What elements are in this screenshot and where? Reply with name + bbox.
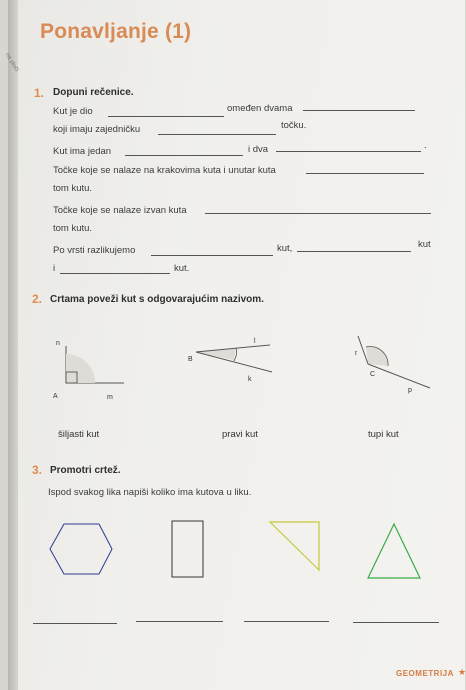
answer-blank[interactable] <box>125 155 243 156</box>
answer-blank[interactable] <box>108 116 224 117</box>
label-p: p <box>408 387 412 394</box>
task1-heading: Dopuni rečenice. <box>53 87 134 98</box>
task3-instruction: Ispod svakog lika napiši koliko ima kutova u liku. <box>48 487 252 498</box>
answer-blank[interactable] <box>276 151 421 152</box>
task1-line3-b: i dva <box>248 144 269 155</box>
triangle-icon <box>368 524 420 578</box>
task3-number: 3. <box>32 463 43 477</box>
angle-arc-fill <box>366 347 388 366</box>
answer-blank[interactable] <box>60 273 170 274</box>
task1-line3-c: . <box>424 140 427 151</box>
label-C: C <box>370 371 376 378</box>
task1-line5: tom kutu. <box>53 183 93 194</box>
shapes-row <box>8 0 9 1</box>
label-r: r <box>355 350 358 357</box>
margin-note: na ploči <box>3 52 20 73</box>
answer-blank[interactable] <box>158 134 276 135</box>
answer-blank[interactable] <box>306 173 424 174</box>
footer-section-label: GEOMETRIJA <box>396 669 454 678</box>
name-right[interactable]: pravi kut <box>222 429 258 440</box>
answer-blank[interactable] <box>205 213 431 214</box>
answer-blank-rectangle[interactable] <box>136 621 223 622</box>
name-obtuse[interactable]: tupi kut <box>368 429 399 440</box>
answer-blank-hexagon[interactable] <box>33 623 117 624</box>
task1-line8-c: kut <box>418 239 431 250</box>
task2-heading: Crtama poveži kut s odgovarajućim nazivom. <box>50 294 264 305</box>
label-l: l <box>254 338 256 345</box>
ray-p <box>368 364 430 388</box>
task1-line4: Točke koje se nalaze na krakovima kuta i unutar kuta <box>53 165 276 176</box>
angle-arc-fill <box>66 354 95 383</box>
workbook-page <box>3 0 466 690</box>
book-spine <box>8 0 18 690</box>
task1-line6: Točke koje se nalaze izvan kuta <box>53 205 187 216</box>
task1-line2-a: koji imaju zajedničku <box>53 124 141 135</box>
task2-number: 2. <box>32 292 43 306</box>
star-icon: ★ <box>458 667 466 677</box>
task1-line8-a: Po vrsti razlikujemo <box>53 245 136 256</box>
task1-line8-b: kut, <box>277 243 293 254</box>
answer-blank[interactable] <box>151 255 273 256</box>
label-A: A <box>53 393 58 400</box>
label-n: n <box>56 340 60 347</box>
task1-line7: tom kutu. <box>53 223 93 234</box>
label-m: m <box>107 394 113 401</box>
name-acute[interactable]: šiljasti kut <box>58 429 100 440</box>
answer-blank[interactable] <box>303 110 415 111</box>
hexagon-icon <box>50 524 112 574</box>
answer-blank[interactable] <box>297 251 411 252</box>
task1-line9-a: i <box>53 263 56 274</box>
answer-blank-triangle[interactable] <box>353 622 439 623</box>
task1-number: 1. <box>34 86 45 100</box>
label-B: B <box>188 356 193 363</box>
task3-heading: Promotri crtež. <box>50 465 121 476</box>
task1-line9-b: kut. <box>174 263 190 274</box>
label-k: k <box>248 376 252 383</box>
rectangle-icon <box>172 521 203 577</box>
page-title: Ponavljanje (1) <box>40 20 192 43</box>
task1-line2-b: točku. <box>281 120 307 131</box>
answer-blank-right-triangle[interactable] <box>244 621 329 622</box>
right-triangle-icon <box>270 522 319 570</box>
task1-line1-a: Kut je dio <box>53 106 93 117</box>
task1-line1-b: omeđen dvama <box>227 103 293 114</box>
task1-line3-a: Kut ima jedan <box>53 146 112 157</box>
